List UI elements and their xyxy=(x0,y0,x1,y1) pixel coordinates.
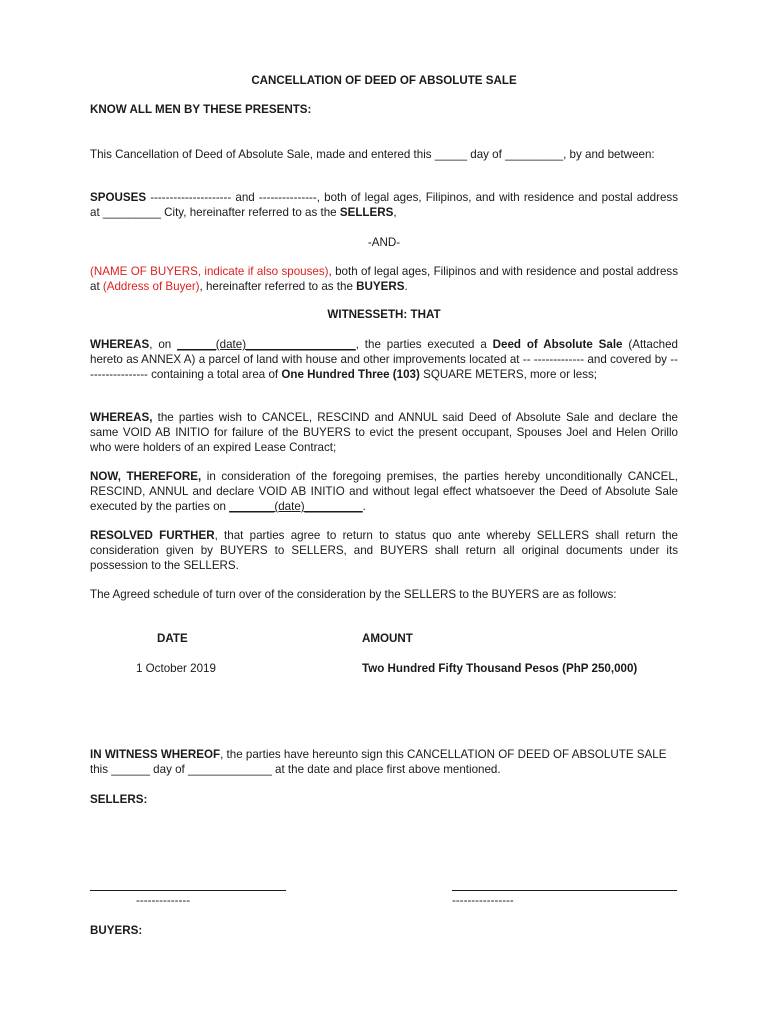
document-title: CANCELLATION OF DEED OF ABSOLUTE SALE xyxy=(251,74,517,87)
now-therefore-text: in consideration of the foregoing premises, the parties hereby unconditionally CANCEL, RESCIND, ANNUL and declare VOID AB INITIO and without legal effect whatsoever the Deed of Absolute Sale executed by the parties on xyxy=(90,470,679,513)
buyers-label: BUYERS: xyxy=(90,924,143,937)
schedule-intro: The Agreed schedule of turn over of the consideration by the SELLERS to the BUYERS are as follows: xyxy=(90,588,617,601)
spouses-text: --------------------- and ---------------, both of legal ages, Filipinos, and with residence and postal address at _________ City, hereinafter referred to as the xyxy=(90,191,678,219)
buyers-paragraph xyxy=(90,264,678,294)
seller-2-name: ---------------- xyxy=(452,894,514,907)
and-separator: -AND- xyxy=(367,236,401,249)
witnesseth-heading: WITNESSETH: THAT xyxy=(327,308,441,321)
now-therefore-label: NOW, THEREFORE, xyxy=(90,470,202,483)
whereas-1-text-3: (Attached hereto as ANNEX A) a parcel of land with house and other improvements located at -- ------------- and covered by ----------------- containing a total area of xyxy=(90,338,678,381)
spouses-label: SPOUSES xyxy=(90,191,147,204)
whereas-1-text-4: SQUARE METERS, more or less; xyxy=(419,368,598,381)
buyers-text-1: , both of legal ages, Filipinos and with residence and postal address at xyxy=(90,265,678,293)
resolved-text: , that parties agree to return to status quo ante whereby SELLERS shall return the consideration given by BUYERS to SELLERS, and BUYERS shall return all original documents under its possession to the SELLERS. xyxy=(90,529,679,572)
seller-2-signature-line xyxy=(452,890,677,891)
schedule-header-date: DATE xyxy=(157,632,188,645)
buyers-text-2: , hereinafter referred to as the xyxy=(199,280,357,293)
area-term: One Hundred Three (103) xyxy=(281,368,420,381)
whereas-2-paragraph xyxy=(90,410,678,455)
whereas-1-text-2: , the parties executed a xyxy=(355,338,493,351)
now-therefore-end: . xyxy=(362,500,366,513)
seller-1-signature-line xyxy=(90,890,286,891)
buyers-address-placeholder: (Address of Buyer) xyxy=(102,280,200,293)
resolved-paragraph xyxy=(90,528,678,573)
in-witness-text: , the parties have hereunto sign this CANCELLATION OF DEED OF ABSOLUTE SALE this ______ day of _____________ at the date and place first above mentioned. xyxy=(90,748,667,776)
know-all-heading: KNOW ALL MEN BY THESE PRESENTS: xyxy=(90,103,312,116)
schedule-header-amount: AMOUNT xyxy=(362,632,413,645)
whereas-1-text-1: , on xyxy=(149,338,178,351)
buyers-name-placeholder: (NAME OF BUYERS, indicate if also spouses) xyxy=(90,265,329,278)
buyers-term: BUYERS xyxy=(356,280,405,293)
whereas-1-label: WHEREAS xyxy=(90,338,150,351)
schedule-row-amount: Two Hundred Fifty Thousand Pesos (PhP 250,000) xyxy=(362,662,638,675)
whereas-1-date-blank: ______(date)_________________ xyxy=(177,338,356,351)
whereas-2-text: the parties wish to CANCEL, RESCIND and ANNUL said Deed of Absolute Sale and declare the same VOID AB INITIO for failure of the BUYERS to evict the present occupant, Spouses Joel and Helen Orillo who were holders of an expired Lease Contract; xyxy=(90,411,678,454)
seller-1-name: -------------- xyxy=(136,894,191,907)
spouses-paragraph xyxy=(90,190,678,220)
now-therefore-paragraph xyxy=(90,469,678,514)
resolved-label: RESOLVED FURTHER xyxy=(90,529,215,542)
buyers-end: . xyxy=(404,280,408,293)
deed-term: Deed of Absolute Sale xyxy=(492,338,623,351)
in-witness-label: IN WITNESS WHEREOF xyxy=(90,748,221,761)
in-witness-paragraph xyxy=(90,747,670,777)
now-therefore-date-blank: _______(date)_________ xyxy=(229,500,363,513)
sellers-label: SELLERS: xyxy=(90,793,148,806)
whereas-2-label: WHEREAS, xyxy=(90,411,153,424)
sellers-term: SELLERS xyxy=(339,206,394,219)
intro-paragraph: This Cancellation of Deed of Absolute Sale, made and entered this _____ day of _________, by and between: xyxy=(90,148,655,161)
whereas-1-paragraph xyxy=(90,337,678,382)
spouses-end: , xyxy=(393,206,397,219)
schedule-row-date: 1 October 2019 xyxy=(136,662,216,675)
